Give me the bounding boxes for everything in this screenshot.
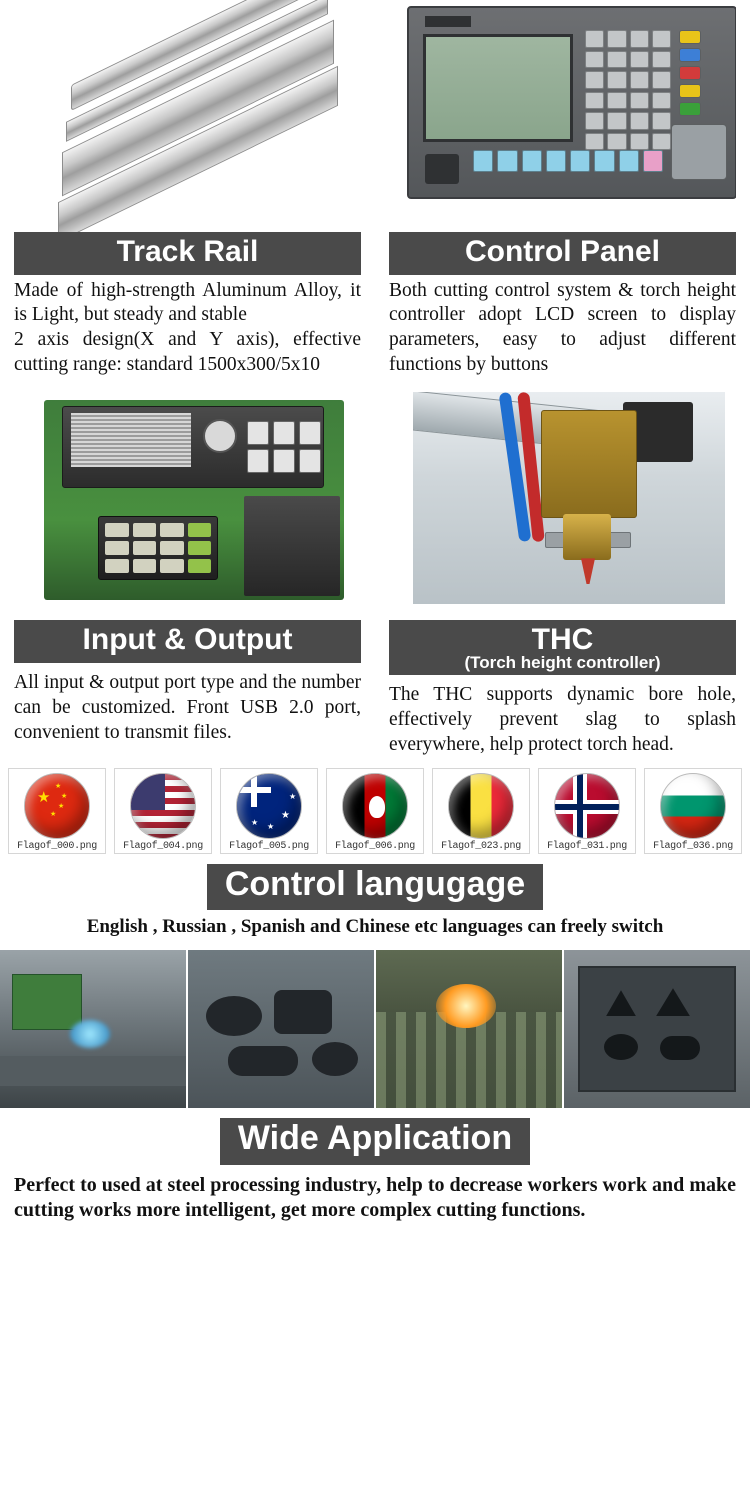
input-output-column <box>0 392 375 757</box>
control-panel-column <box>375 0 750 378</box>
wide-application-text: Perfect to used at steel processing industry, help to decrease workers work and make cutting works more intelligent, get more complex cutting functions. <box>14 1173 736 1222</box>
control-panel-photo <box>389 0 736 232</box>
section-row-2 <box>0 392 750 757</box>
cnc-controller-illustration <box>407 6 736 199</box>
thc-subtitle: (Torch height controller) <box>464 652 661 672</box>
input-output-text: All input & output port type and the number can be customized. Front USB 2.0 port, convenient to transmit files. <box>14 671 361 743</box>
aluminum-rail-illustration <box>56 6 346 221</box>
flag-filename: Flagof_000.png <box>17 840 97 852</box>
flag-filename: Flagof_004.png <box>123 840 203 852</box>
track-rail-photo <box>14 0 361 232</box>
flag-filename: Flagof_023.png <box>441 840 521 852</box>
app-photo-cutting-machine <box>0 950 186 1108</box>
flag-item <box>326 768 424 854</box>
wide-application-title: Wide Application <box>220 1118 530 1165</box>
input-output-title: Input & Output <box>14 620 361 663</box>
flag-bulgaria-icon <box>660 773 726 839</box>
flag-item <box>8 768 106 854</box>
input-output-photo <box>14 392 361 620</box>
flag-filename: Flagof_031.png <box>547 840 627 852</box>
track-rail-column <box>0 0 375 378</box>
flag-belgium-icon <box>448 773 514 839</box>
control-language-text: English , Russian , Spanish and Chinese etc languages can freely switch <box>86 916 664 938</box>
control-language-title: Control langugage <box>207 864 543 911</box>
flag-item <box>538 768 636 854</box>
app-photo-plasma-sparks <box>376 950 562 1108</box>
thc-photo <box>389 392 736 620</box>
flag-item <box>114 768 212 854</box>
flag-afghanistan-icon <box>342 773 408 839</box>
track-rail-text-2: 2 axis design(X and Y axis), effective cutting range: standard 1500x300/5x10 <box>14 329 361 376</box>
flag-filename: Flagof_036.png <box>653 840 733 852</box>
thc-title: THC <box>531 623 594 657</box>
torch-head-illustration <box>413 392 725 604</box>
flag-filename: Flagof_005.png <box>229 840 309 852</box>
flag-item <box>644 768 742 854</box>
control-panel-text: Both cutting control system & torch height controller adopt LCD screen to display parameters, easy to adjust different functions by buttons <box>389 279 736 376</box>
flag-item <box>220 768 318 854</box>
thc-title-banner <box>389 620 736 674</box>
flag-united-states-icon <box>130 773 196 839</box>
track-rail-title: Track Rail <box>14 232 361 275</box>
thc-column <box>375 392 750 757</box>
flag-norway-icon <box>554 773 620 839</box>
track-rail-text-1: Made of high-strength Aluminum Alloy, it is Light, but steady and stable <box>14 279 361 326</box>
language-title-row <box>0 864 750 911</box>
thc-text: The THC supports dynamic bore hole, effectively prevent slag to splash everywhere, help protect torch head. <box>389 683 736 755</box>
application-title-row <box>0 1118 750 1165</box>
language-flags-strip <box>0 758 750 854</box>
flag-australia-icon: ★ ★ ★ ★ <box>236 773 302 839</box>
section-row-1 <box>0 0 750 378</box>
flag-item <box>432 768 530 854</box>
control-panel-title: Control Panel <box>389 232 736 275</box>
app-photo-cut-parts <box>188 950 374 1108</box>
flag-china-icon: ★ ★ ★ ★ ★ <box>24 773 90 839</box>
application-photo-strip <box>0 950 750 1108</box>
flag-filename: Flagof_006.png <box>335 840 415 852</box>
app-photo-cut-sheet <box>564 950 750 1108</box>
controller-box-illustration <box>44 400 344 600</box>
